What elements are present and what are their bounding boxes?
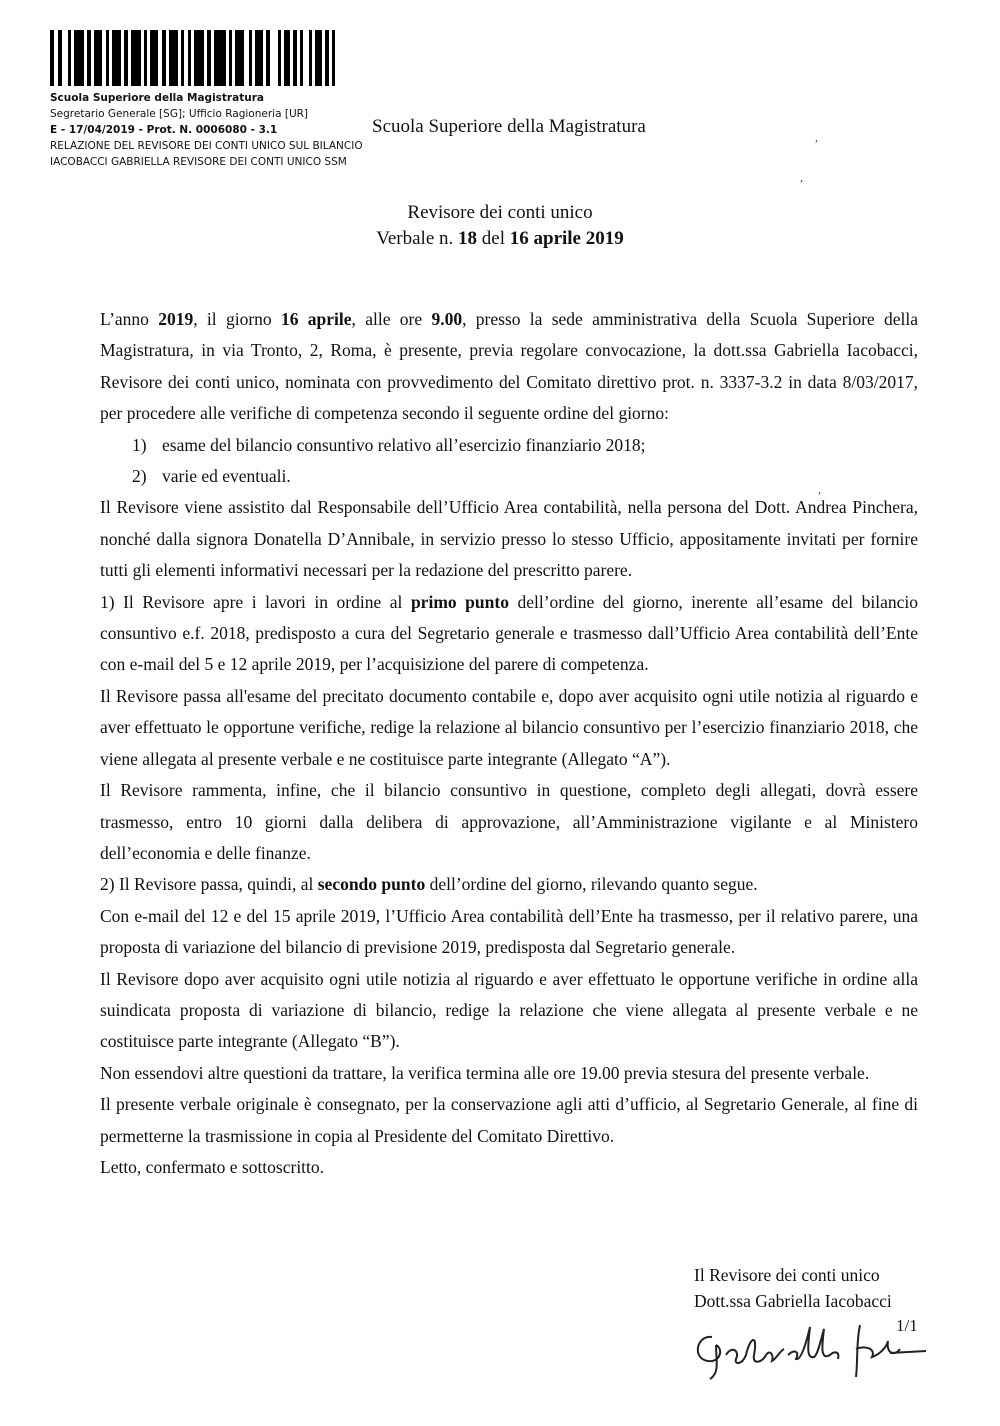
closing-paragraph: Non essendovi altre questioni da trattare, la verifica termina alle ore 19.00 previa stesura del presente verbale. [100,1062,870,1083]
title-role: Revisore dei conti unico [407,202,593,223]
delivery-paragraph: Il presente verbale originale è consegnato, per la conservazione agli atti d’ufficio, al Segretario Generale, al fine di permetterne la trasmissione in copia al Presidente del Comitato Direttivo. [100,1094,918,1146]
scan-mark: , [815,130,818,144]
first-point-paragraph: 1) Il Revisore apre i lavori in ordine al primo punto dell’ordine del giorno, inerente all’esame del bilancio consuntivo e.f. 2018, predisposto a cura del Segretario generale e trasmesso dall’Ufficio Area contabilità dell’Ente con e-mail del 5 e 12 aprile 2019, per l’acquisizione del parere di competenza. [100,591,919,675]
stamp-office: Segretario Generale [SG]; Ufficio Ragioneria [UR] [50,108,309,120]
variation-paragraph: Il Revisore dopo aver acquisito ogni utile notizia al riguardo e aver effettuato le opportune verifiche in ordine alla suindicata proposta di variazione di bilancio, redige la relazione che viene allegata al presente verbale e ne costituisce parte integrante (Allegato “B”). [100,968,918,1052]
title-verbale: Verbale n. 18 del 16 aprile 2019 [376,228,624,249]
document-body [100,304,918,1183]
document-title [0,200,1000,252]
stamp-institution: Scuola Superiore della Magistratura [50,92,264,104]
handwritten-signature [690,1315,930,1381]
verbale-date: 16 aprile 2019 [509,228,624,249]
review-paragraph: Il Revisore passa all'esame del precitato documento contabile e, dopo aver acquisito ogni utile notizia al riguardo e aver effettuato le opportune verifiche, redige la relazione al bilancio consuntivo per l’esercizio finanziario 2018, che viene allegata al presente verbale e ne costituisce parte integrante (Allegato “A”). [100,685,918,769]
opening-paragraph: L’anno 2019, il giorno 16 aprile, alle ore 9.00, presso la sede amministrativa della Scuola Superiore della Magistratura, in via Tronto, 2, Roma, è presente, previa regolare convocazione, la dott.ssa Gabriella Iacobacci, Revisore dei conti unico, nominata con provvedimento del Comitato direttivo prot. n. 3337-3.2 in data 8/03/2017, per procedere alle verifiche di competenza secondo il seguente ordine del giorno: [100,309,918,424]
verbale-number: 18 [458,228,478,249]
scan-mark: , [800,170,803,184]
reminder-paragraph: Il Revisore rammenta, infine, che il bilancio consuntivo in questione, completo degli allegati, dovrà essere trasmesso, entro 10 giorni dalla delibera di approvazione, all’Amministrazione vigilante e al Ministero dell’economia e delle finanze. [100,780,918,863]
page-number: 1/1 [896,1316,918,1335]
barcode [50,30,390,86]
protocol-stamp [50,30,390,170]
signature-name: Dott.ssa Gabriella Iacobacci [694,1291,892,1311]
signoff-line: Letto, confermato e sottoscritto. [100,1156,325,1177]
scan-mark: , [818,482,821,496]
institution-header: Scuola Superiore della Magistratura [372,116,646,137]
agenda-item: 2) varie ed eventuali. [132,466,291,487]
second-point-paragraph: 2) Il Revisore passa, quindi, al secondo punto dell’ordine del giorno, rilevando quanto segue. [100,874,758,895]
signature-block [694,1262,892,1314]
stamp-protocol-number: E - 17/04/2019 - Prot. N. 0006080 - 3.1 [50,124,278,136]
assistance-paragraph: Il Revisore viene assistito dal Responsabile dell’Ufficio Area contabilità, nella persona del Dott. Andrea Pinchera, nonché dalla signora Donatella D’Annibale, in servizio presso lo stesso Ufficio, appositamente invitati per fornire tutti gli elementi informativi necessari per la redazione del prescritto parere. [100,497,918,581]
signature-role: Il Revisore dei conti unico [694,1265,880,1285]
stamp-author: IACOBACCI GABRIELLA REVISORE DEI CONTI UNICO SSM [50,156,347,168]
email-paragraph: Con e-mail del 12 e del 15 aprile 2019, l’Ufficio Area contabilità dell’Ente ha trasmesso, per il relativo parere, una proposta di variazione del bilancio di previsione 2019, predisposta dal Segretario generale. [100,905,918,958]
stamp-subject: RELAZIONE DEL REVISORE DEI CONTI UNICO SUL BILANCIO [50,140,363,152]
agenda-item: 1) esame del bilancio consuntivo relativo all’esercizio finanziario 2018; [132,434,646,455]
